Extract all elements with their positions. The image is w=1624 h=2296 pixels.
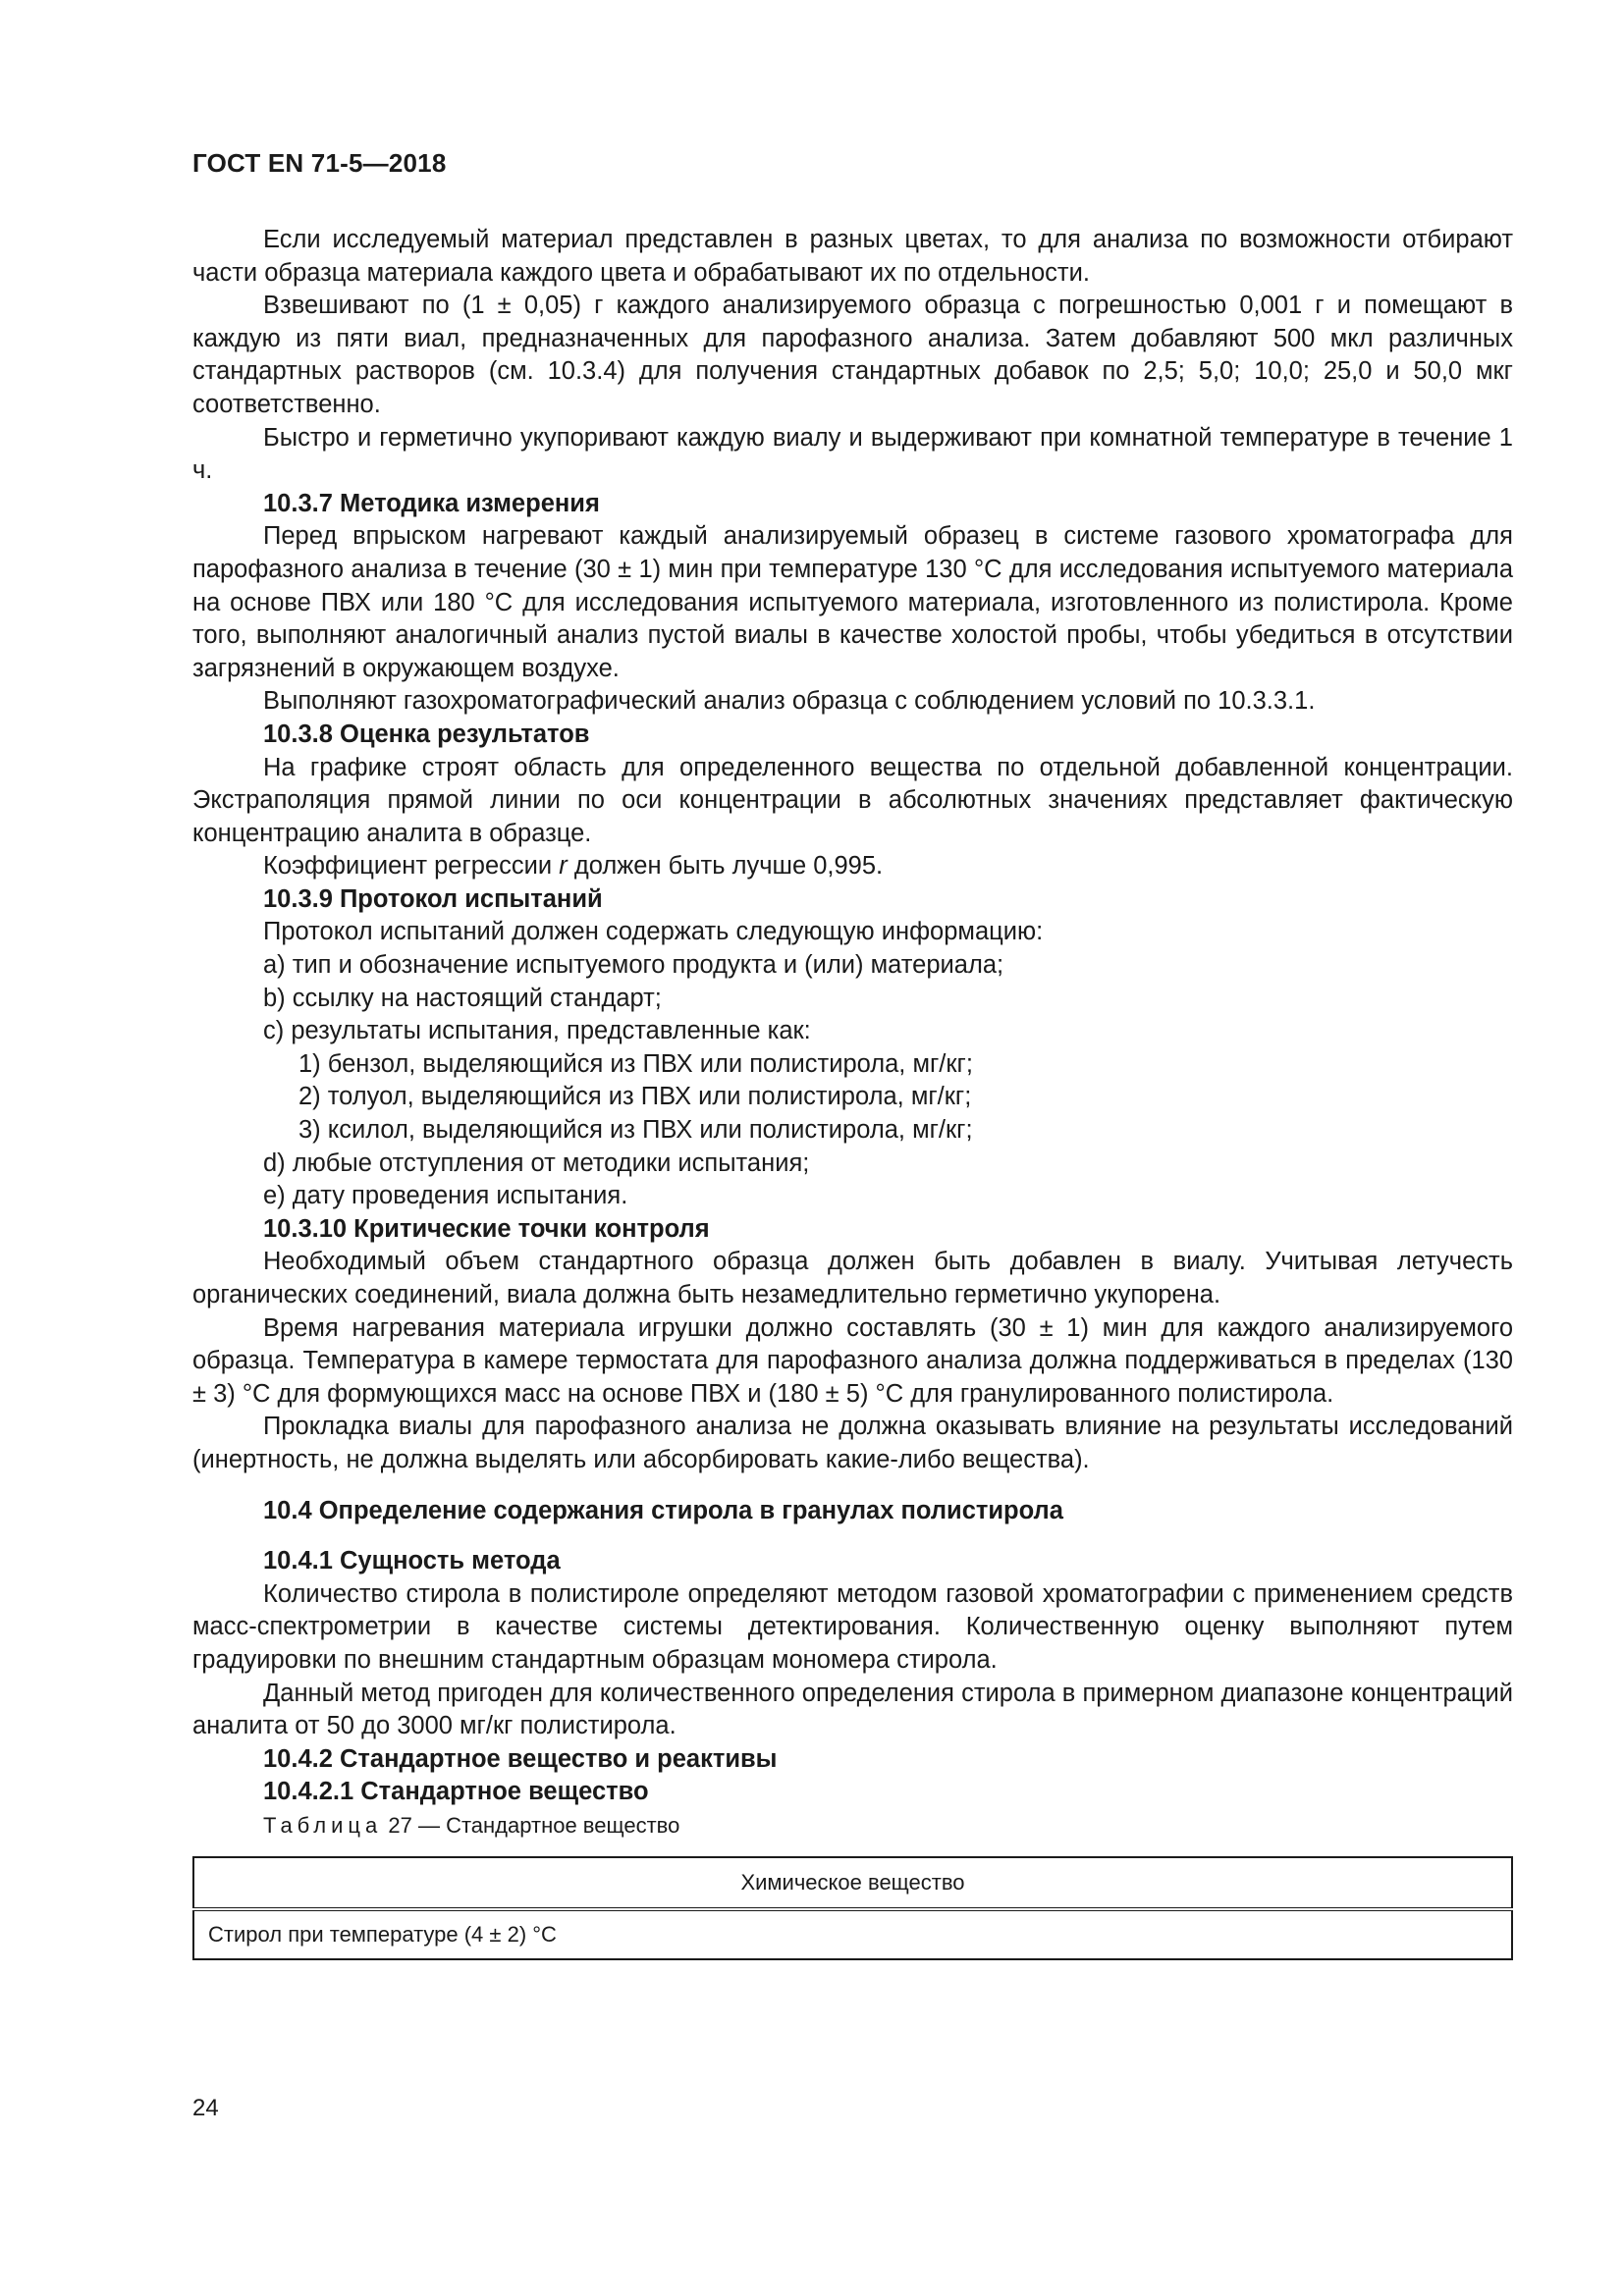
section-heading-10-4: 10.4 Определение содержания стирола в гранулах полистирола <box>263 1496 1063 1524</box>
sub-list-item: 2) толуол, выделяющийся из ПВХ или полистирола, мг/кг; <box>298 1083 972 1111</box>
paragraph: Время нагревания материала игрушки должно составлять (30 ± 1) мин для каждого анализируемого образца. Температура в камере термостата для парофазного анализа должна поддерживаться в пределах (130 ± 3) °С для формующихся масс на основе ПВХ и (180 ± 5) °С для гранулированного полистирола. <box>192 1313 1513 1408</box>
table-cell: Стирол при температуре (4 ± 2) °С <box>208 1921 557 1947</box>
paragraph: Протокол испытаний должен содержать следующую информацию: <box>263 918 1044 946</box>
paragraph: Перед впрыском нагревают каждый анализируемый образец в системе газового хроматографа для парофазного анализа в течение (30 ± 1) мин при температуре 130 °С для исследования испытуемого материала на основе ПВХ или 180 °С для исследования испытуемого материала, изготовленного из полистирола. Кроме того, выполняют аналогичный анализ пустой виалы в качестве холостой пробы, чтобы убедиться в отсутствии загрязнений в окружающем воздухе. <box>192 522 1513 682</box>
list-item: c) результаты испытания, представленные как: <box>263 1017 811 1045</box>
section-heading-10-3-7: 10.3.7 Методика измерения <box>263 489 600 517</box>
table-header-cell: Химическое вещество <box>193 1857 1512 1909</box>
table-row <box>193 1909 1512 1959</box>
paragraph: Количество стирола в полистироле определяют методом газовой хроматографии с применением средств масс-спектрометрии в качестве системы детектирования. Количественную оценку выполняют путем градуировки по внешним стандартным образцам мономера стирола. <box>192 1579 1513 1674</box>
document-code-header: ГОСТ EN 71-5—2018 <box>192 148 447 178</box>
page-number: 24 <box>192 2095 219 2121</box>
standard-substance-table <box>192 1856 1513 1960</box>
list-item: е) дату проведения испытания. <box>263 1182 628 1210</box>
paragraph: Быстро и герметично укупоривают каждую виалу и выдерживают при комнатной температуре в течение 1 ч. <box>192 423 1513 485</box>
section-heading-10-3-9: 10.3.9 Протокол испытаний <box>263 884 603 913</box>
paragraph: Необходимый объем стандартного образца должен быть добавлен в виалу. Учитывая летучесть органических соединений, виала должна быть незамедлительно герметично укупорена. <box>192 1248 1513 1308</box>
section-heading-10-3-8: 10.3.8 Оценка результатов <box>263 720 590 748</box>
table-caption-word: Таблица <box>263 1812 383 1838</box>
table-caption <box>192 1809 1513 1842</box>
paragraph: Выполняют газохроматографический анализ образца с соблюдением условий по 10.3.3.1. <box>263 687 1316 716</box>
paragraph: Если исследуемый материал представлен в разных цветах, то для анализа по возможности отбирают части образца материала каждого цвета и обрабатывают их по отдельности. <box>192 226 1513 287</box>
list-item: а) тип и обозначение испытуемого продукта и (или) материала; <box>263 951 1004 980</box>
paragraph: Взвешивают по (1 ± 0,05) г каждого анализируемого образца с погрешностью 0,001 г и помещают в каждую из пяти виал, предназначенных для парофазного анализа. Затем добавляют 500 мкл различных стандартных растворов (см. 10.3.4) для получения стандартных добавок по 2,5; 5,0; 10,0; 25,0 и 50,0 мкг соответственно. <box>192 292 1513 418</box>
paragraph: Данный метод пригоден для количественного определения стирола в примерном диапазоне концентраций аналита от 50 до 3000 мг/кг полистирола. <box>192 1679 1513 1740</box>
table-header-row <box>193 1857 1512 1909</box>
table-caption-text: 27 — Стандартное вещество <box>382 1812 680 1838</box>
section-heading-10-4-1: 10.4.1 Сущность метода <box>263 1547 561 1575</box>
body-text <box>192 224 1513 1960</box>
text-span: Коэффициент регрессии <box>263 852 560 881</box>
paragraph-regression <box>192 850 1513 883</box>
paragraph: Прокладка виалы для парофазного анализа не должна оказывать влияние на результаты исследований (инертность, не должна выделять или абсорбировать какие-либо вещества). <box>192 1413 1513 1473</box>
regression-symbol: r <box>559 852 568 881</box>
list-item: b) ссылку на настоящий стандарт; <box>263 984 662 1012</box>
text-span: должен быть лучше 0,995. <box>567 852 884 881</box>
paragraph: На графике строят область для определенного вещества по отдельной добавленной концентрации. Экстраполяция прямой линии по оси концентрации в абсолютных значениях представляет фактическую концентрацию аналита в образце. <box>192 753 1513 847</box>
list-item: d) любые отступления от методики испытания; <box>263 1148 810 1177</box>
sub-list-item: 3) ксилол, выделяющийся из ПВХ или полистирола, мг/кг; <box>298 1116 973 1145</box>
section-heading-10-4-2: 10.4.2 Стандартное вещество и реактивы <box>263 1744 778 1773</box>
section-heading-10-3-10: 10.3.10 Критические точки контроля <box>263 1214 710 1243</box>
sub-list-item: 1) бензол, выделяющийся из ПВХ или полистирола, мг/кг; <box>298 1049 973 1078</box>
section-heading-10-4-2-1: 10.4.2.1 Стандартное вещество <box>263 1778 649 1806</box>
